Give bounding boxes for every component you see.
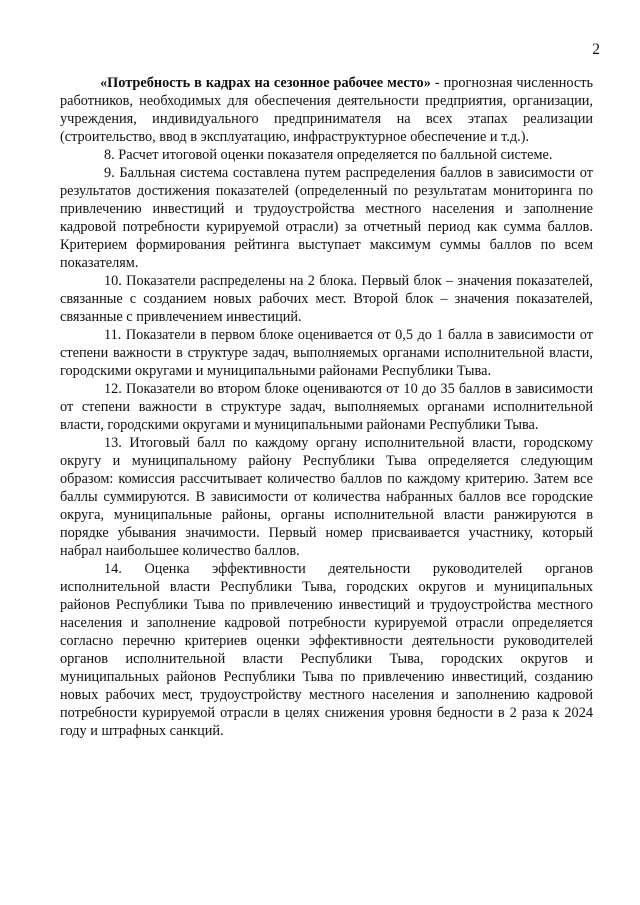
definition-paragraph xyxy=(60,74,593,146)
definition-text: - прогнозная численность работников, необходимых для обеспечения деятельности предприятия, организации, учреждения, индивидуального предпринимателя на всех этапах реализации (строительство, ввод в эксплуатацию, инфраструктурное обеспечение и т.д.). xyxy=(60,75,593,145)
paragraph-14: 14. Оценка эффективности деятельности руководителей органов исполнительной власти Республики Тыва, городских округов и муниципальных районов Республики Тыва по привлечению инвестиций и трудоустройства местного населения и заполнение кадровой потребности курируемой отрасли определяется согласно перечню критериев оценки эффективности деятельности руководителей органов исполнительной власти Республики Тыва, городских округов и муниципальных районов Республики Тыва по привлечению инвестиций, созданию новых рабочих мест, трудоустройству местного населения и заполнению кадровой потребности курируемой отрасли в целях снижения уровня бедности в 2 раза к 2024 году и штрафных санкций. xyxy=(60,561,593,739)
paragraph-13: 13. Итоговый балл по каждому органу исполнительной власти, городскому округу и муниципальному району Республики Тыва определяется следующим образом: комиссия рассчитывает количество баллов по каждому критерию. Затем все баллы суммируются. В зависимости от количества набранных баллов все городские округа, муниципальные районы, органы исполнительной власти ранжируются в порядке убывания значимости. Первый номер присваивается участнику, который набрал наибольшее количество баллов. xyxy=(60,435,593,559)
paragraph-8: 8. Расчет итоговой оценки показателя определяется по балльной системе. xyxy=(104,147,553,163)
paragraph-11: 11. Показатели в первом блоке оценивается от 0,5 до 1 балла в зависимости от степени важности в структуре задач, выполняемых органами исполнительной власти, городскими округами и муниципальными районами Республики Тыва. xyxy=(60,327,593,379)
document-body xyxy=(60,74,593,740)
page-number: 2 xyxy=(592,41,600,58)
paragraph-9: 9. Балльная система составлена путем распределения баллов в зависимости от результатов достижения показателей (определенный по результатам мониторинга по привлечению инвестиций и трудоустройства местного населения и заполнение кадровой потребности курируемой отрасли) за отчетный период как сумма баллов. Критерием формирования рейтинга выступает максимум суммы баллов по всем показателям. xyxy=(60,165,593,271)
paragraph-10: 10. Показатели распределены на 2 блока. Первый блок – значения показателей, связанные с созданием новых рабочих мест. Второй блок – значения показателей, связанные с привлечением инвестиций. xyxy=(60,273,593,325)
defined-term: «Потребность в кадрах на сезонное рабочее место» xyxy=(100,75,431,91)
paragraph-12: 12. Показатели во втором блоке оцениваются от 10 до 35 баллов в зависимости от степени важности в структуре задач, выполняемых органами исполнительной власти, городскими округами и муниципальными районами Республики Тыва. xyxy=(60,381,593,433)
